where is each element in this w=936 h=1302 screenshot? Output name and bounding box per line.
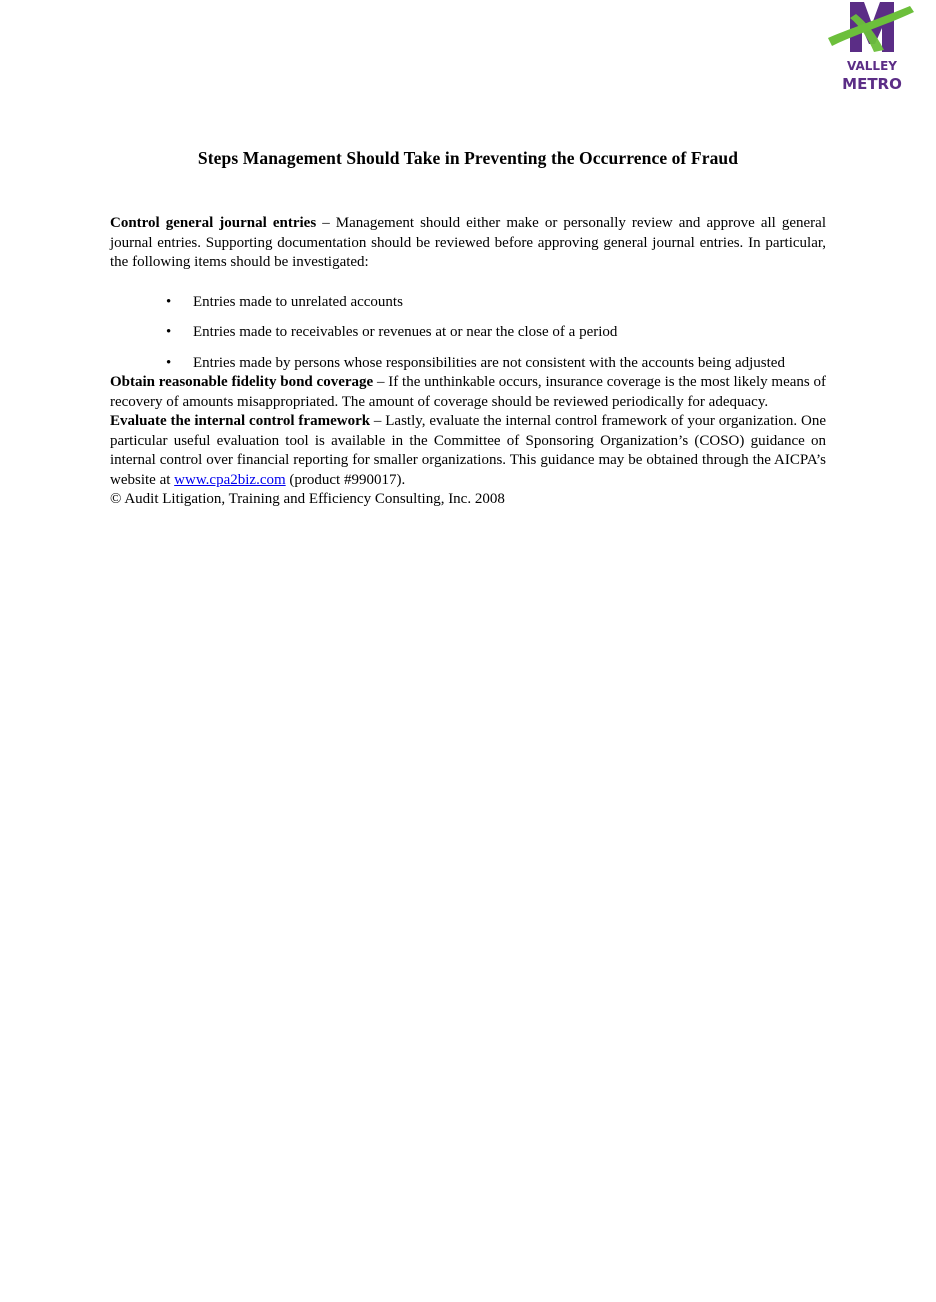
list-item (110, 323, 826, 343)
document-body (110, 214, 826, 510)
section-fidelity-bond-heading: Obtain reasonable fidelity bond coverage (110, 374, 374, 390)
bullet-icon: • (166, 354, 172, 371)
valley-metro-logo-mark (826, 0, 918, 92)
valley-metro-logo (826, 0, 918, 92)
list-item-text: Entries made to receivables or revenues at or near the close of a period (193, 324, 618, 340)
section-journal-entries-heading: Control general journal entries (110, 215, 317, 231)
section-journal-entries-text: – Management should either make or personally review and approve all general journal entries. Supporting documentation should be reviewed before approving general journal entries. In particular, the following items should be investigated: (110, 215, 826, 270)
section-internal-control-heading: Evaluate the internal control framework (110, 413, 371, 429)
list-item-text: Entries made by persons whose responsibilities are not consistent with the accounts being adjusted (193, 354, 785, 371)
bullet-icon: • (166, 324, 172, 340)
list-item (110, 293, 826, 313)
section-fidelity-bond (110, 373, 826, 412)
logo-line1: VALLEY (847, 59, 897, 73)
investigation-list (110, 293, 826, 374)
bullet-icon: • (166, 293, 172, 310)
list-item (110, 354, 826, 374)
copyright-notice: © Audit Litigation, Training and Efficiency Consulting, Inc. 2008 (110, 491, 505, 507)
cpa2biz-link[interactable]: www.cpa2biz.com (174, 471, 286, 488)
section-internal-control-text: – Lastly, evaluate the internal control framework of your organization. One particular useful evaluation tool is available in the Committee of Sponsoring Organization’s (COSO) guidance on internal control over financial reporting for smaller organizations. This guidance may be obtained through the AICPA’s website at (110, 413, 826, 488)
page-title: Steps Management Should Take in Preventing the Occurrence of Fraud (197, 148, 739, 168)
logo-line2: METRO (842, 75, 902, 92)
section-internal-control-tail: (product #990017). (285, 471, 406, 488)
section-internal-control (110, 412, 826, 490)
list-item-text: Entries made to unrelated accounts (193, 293, 403, 310)
section-fidelity-bond-text: – If the unthinkable occurs, insurance coverage is the most likely means of recovery of amounts misappropriated. The amount of coverage should be reviewed periodically for adequacy. (110, 374, 827, 410)
section-journal-entries (110, 214, 826, 273)
